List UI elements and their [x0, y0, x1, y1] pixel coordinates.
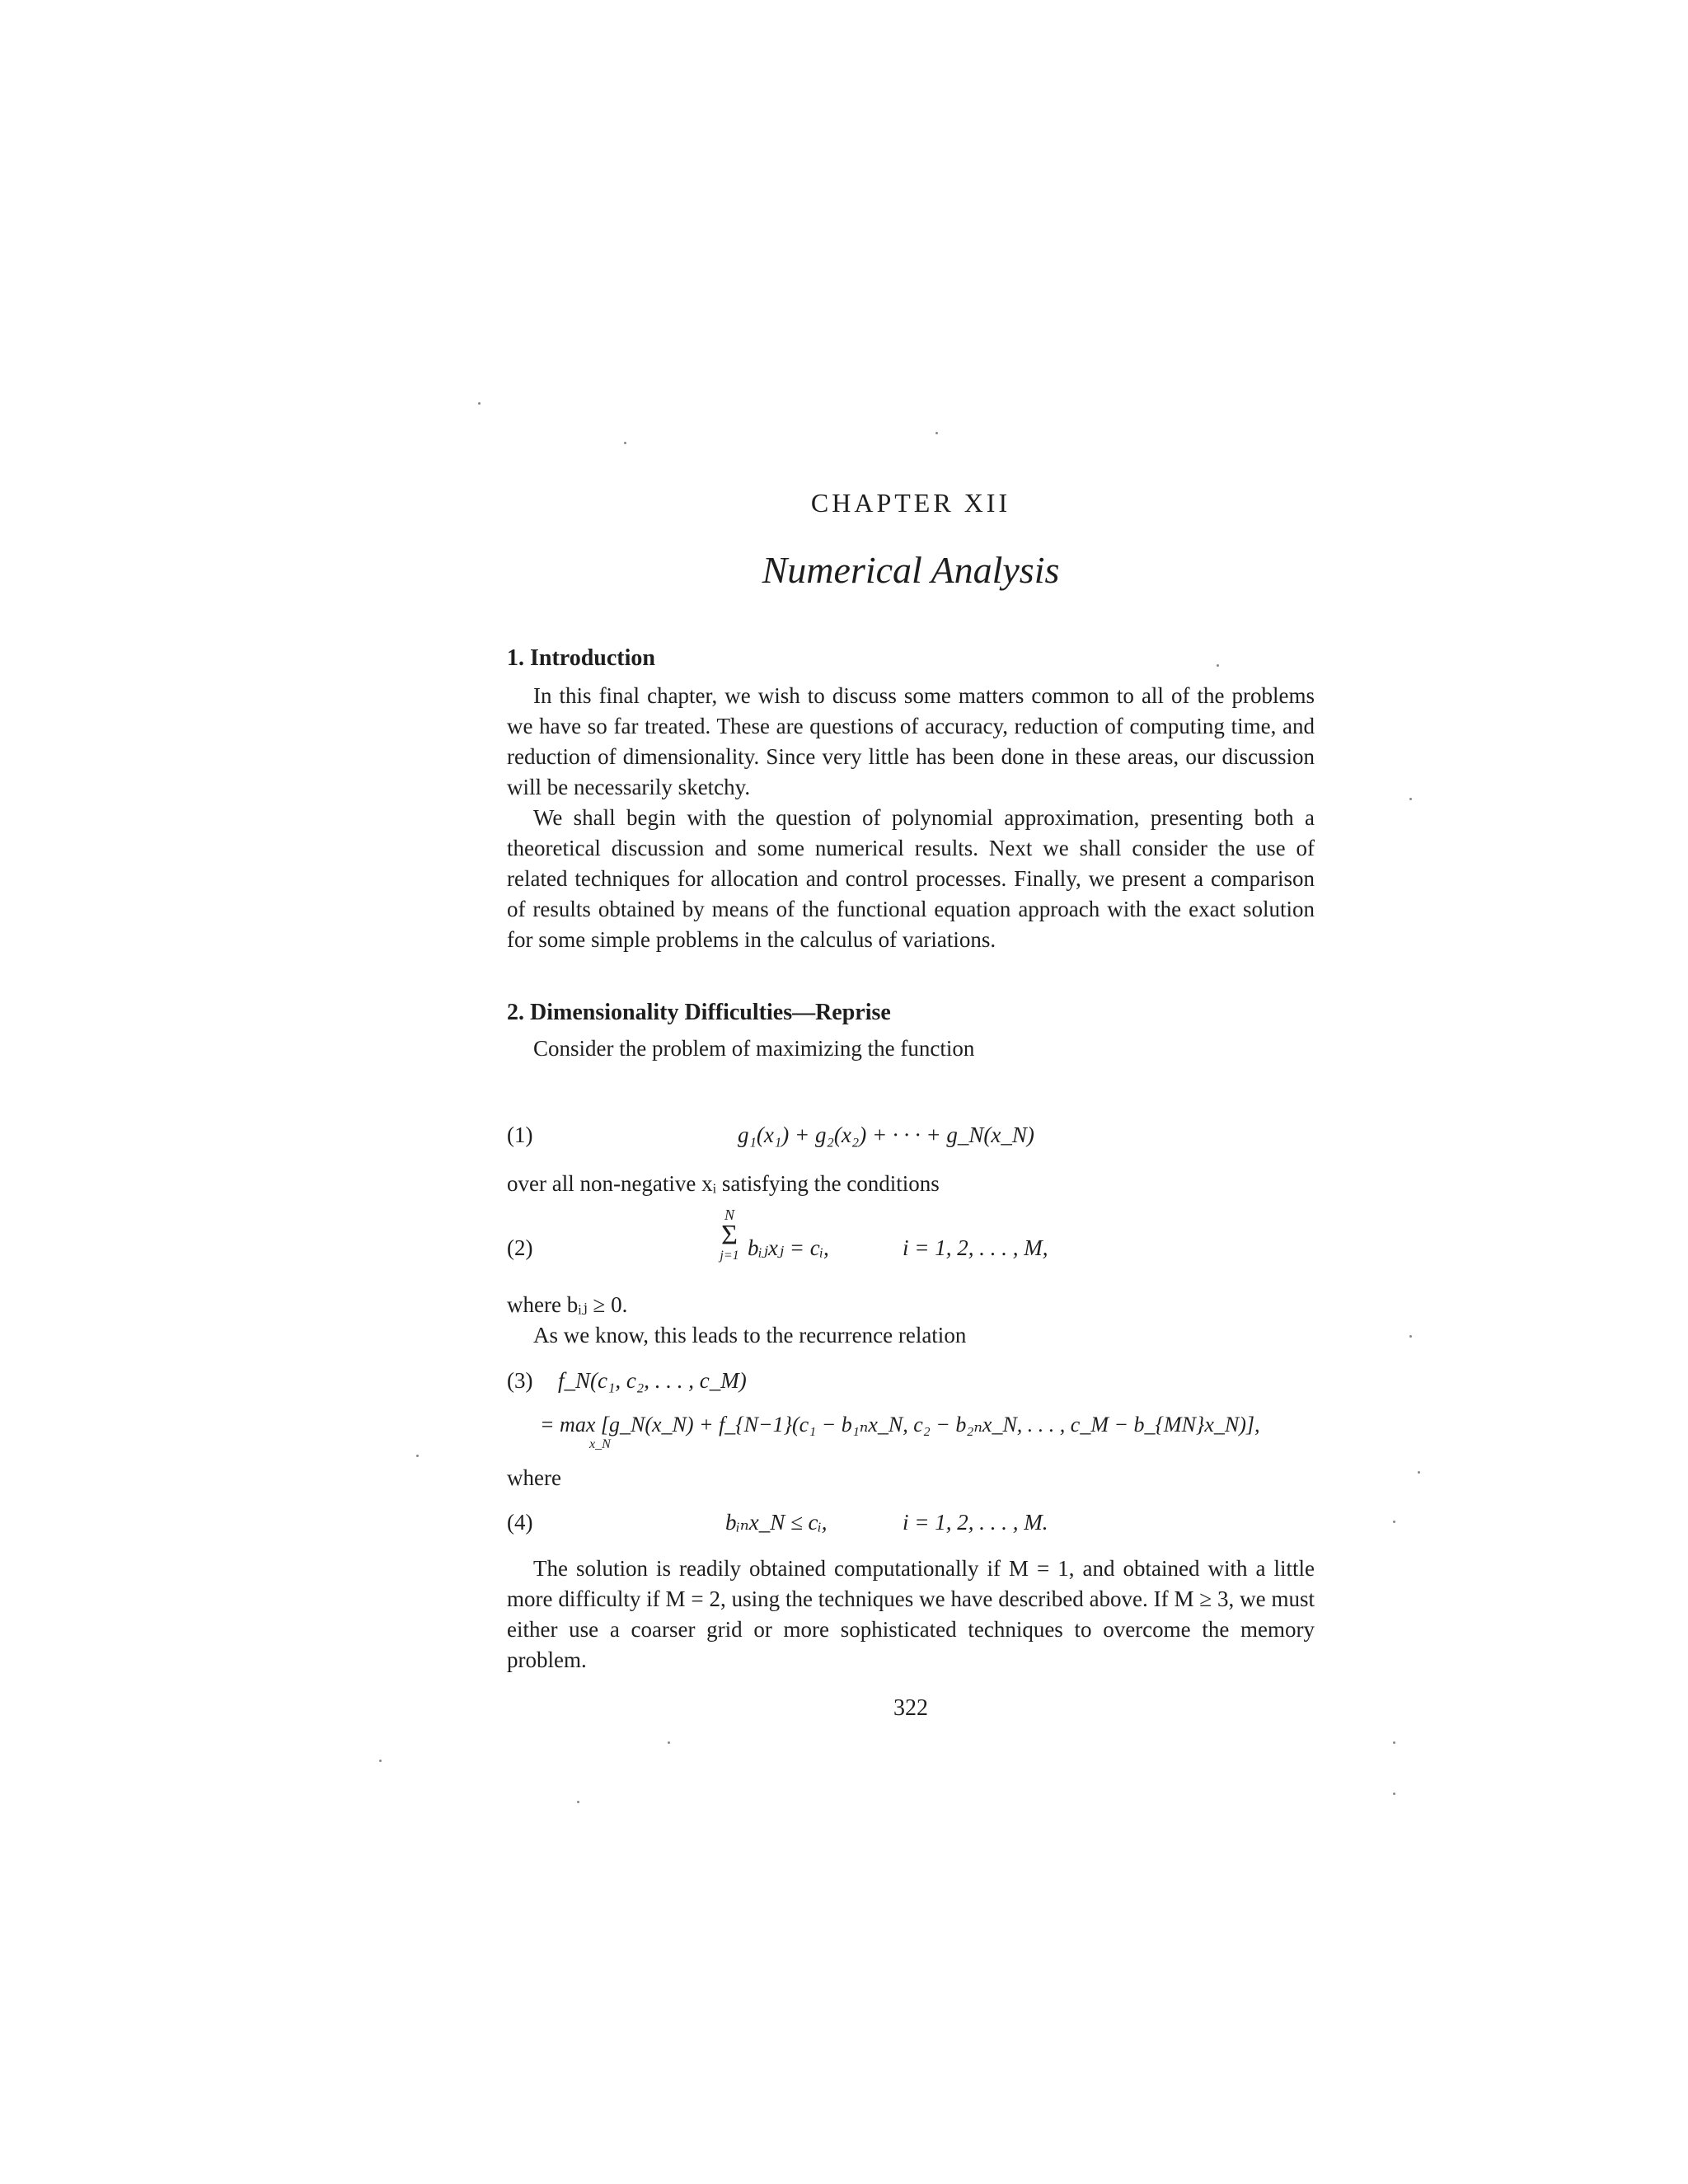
scan-speck — [668, 1741, 670, 1744]
scan-speck — [1217, 664, 1219, 667]
scan-speck — [1409, 798, 1412, 800]
equation-number: (2) — [507, 1235, 533, 1260]
summation — [713, 1207, 746, 1263]
scan-speck — [1393, 1521, 1395, 1523]
paragraph: where — [507, 1465, 561, 1490]
equation-body: bᵢⱼxⱼ = cᵢ, — [748, 1235, 829, 1260]
section-dimensionality — [507, 997, 1315, 1064]
equation-3-line-1 — [507, 1368, 1315, 1401]
paragraph: The solution is readily obtained computationally if M = 1, and obtained with a little more difficulty if M = 2, using the techniques we have described above. If M ≥ 3, we must either use a coarser grid or more sophisticated techniques to overcome the memory problem. — [507, 1556, 1315, 1672]
scan-speck — [416, 1455, 419, 1457]
paragraph: Consider the problem of maximizing the function — [533, 1036, 975, 1061]
equation-number: (4) — [507, 1510, 533, 1535]
max-subscript: x_N — [589, 1437, 611, 1451]
scan-speck — [1393, 1793, 1395, 1795]
equation-3-line-2 — [507, 1413, 1315, 1454]
section-heading: 2. Dimensionality Difficulties—Reprise — [507, 1000, 891, 1025]
scan-speck — [624, 442, 626, 444]
page-number: 322 — [893, 1695, 928, 1721]
scan-speck — [478, 402, 481, 405]
scan-speck — [1409, 1335, 1412, 1338]
sigma-icon: Σ — [721, 1220, 738, 1250]
paragraph: where bᵢⱼ ≥ 0. — [507, 1292, 628, 1317]
scan-speck — [1393, 1741, 1395, 1744]
paragraph: We shall begin with the question of polynomial approximation, presenting both a theoretical discussion and some numerical results. Next we shall consider the use of related techniques for allocation and control processes. Finally, we present a comparison of results obtained by means of the functional equation approach with the exact solution for some simple problems in the calculus of variations. — [507, 805, 1315, 952]
scan-speck — [379, 1760, 382, 1762]
paragraph: As we know, this leads to the recurrence relation — [533, 1323, 967, 1347]
paragraph: over all non-negative xᵢ satisfying the conditions — [507, 1171, 940, 1196]
equation-2 — [507, 1207, 1315, 1290]
equation-range: i = 1, 2, . . . , M. — [903, 1510, 1048, 1535]
paragraph: In this final chapter, we wish to discuss some matters common to all of the problems we have so far treated. These are questions of accuracy, reduction of computing time, and reduction of dimensionality. Since very little has been done in these areas, our discussion will be necessarily sketchy. — [507, 683, 1315, 799]
equation-body: g₁(x₁) + g₂(x₂) + · · · + g_N(x_N) — [738, 1122, 1034, 1147]
equation-body: bᵢₙx_N ≤ cᵢ, — [725, 1510, 828, 1535]
section-introduction — [507, 643, 1315, 955]
equation-1 — [507, 1122, 1315, 1155]
scan-speck — [935, 432, 938, 434]
equation-range: i = 1, 2, . . . , M, — [903, 1235, 1048, 1260]
sum-upper-limit: N — [724, 1207, 734, 1223]
equation-body: = max [g_N(x_N) + f_{N−1}(c₁ − b₁ₙx_N, c₂ − b₂ₙx_N, . . . , c_M − b_{MN}x_N)], — [540, 1413, 1260, 1436]
chapter-title: Numerical Analysis — [762, 549, 1060, 591]
scan-speck — [577, 1801, 579, 1803]
equation-number: (3) — [507, 1368, 533, 1393]
chapter-label: CHAPTER XII — [810, 488, 1011, 518]
section-heading: 1. Introduction — [507, 645, 655, 671]
equation-number: (1) — [507, 1122, 533, 1147]
scan-speck — [1418, 1471, 1420, 1474]
equation-body: f_N(c₁, c₂, . . . , c_M) — [558, 1368, 747, 1393]
sum-lower-limit: j=1 — [720, 1249, 739, 1263]
equation-4 — [507, 1510, 1315, 1543]
